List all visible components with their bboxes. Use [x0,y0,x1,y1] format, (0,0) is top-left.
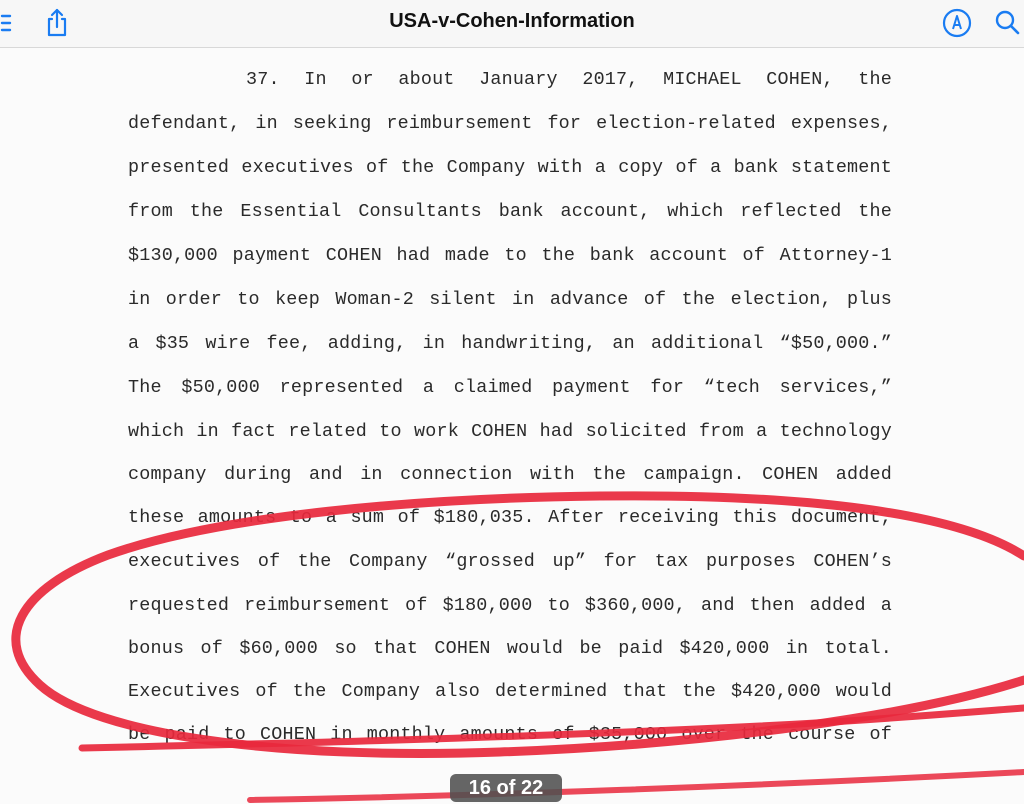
document-line: these amounts to a sum of $180,035. After receiving this document, [128,507,892,528]
document-line: presented executives of the Company with a copy of a bank statement [128,157,892,178]
document-line: company during and in connection with the campaign. COHEN added [128,464,892,485]
document-line: a $35 wire fee, adding, in handwriting, an additional “$50,000.” [128,333,892,354]
list-menu-icon[interactable] [0,6,20,40]
document-line: The $50,000 represented a claimed payment for “tech services,” [128,377,892,398]
document-line: Executives of the Company also determined that the $420,000 would [128,681,892,702]
document-line: defendant, in seeking reimbursement for election-related expenses, [128,113,892,134]
top-toolbar [0,0,1024,48]
share-icon[interactable] [40,6,74,40]
document-line: from the Essential Consultants bank account, which reflected the [128,201,892,222]
document-line: requested reimbursement of $180,000 to $360,000, and then added a [128,595,892,616]
document-title: USA-v-Cohen-Information [389,10,635,32]
page-indicator: 16 of 22 [450,774,562,802]
document-line: 37. In or about January 2017, MICHAEL COHEN, the [246,69,892,90]
document-line: be paid to COHEN in monthly amounts of $35,000 over the course of [128,724,892,745]
document-line: which in fact related to work COHEN had solicited from a technology [128,421,892,442]
document-line: executives of the Company “grossed up” for tax purposes COHEN’s [128,551,892,572]
markup-pen-icon[interactable] [940,6,974,40]
document-line: bonus of $60,000 so that COHEN would be paid $420,000 in total. [128,638,892,659]
document-line: in order to keep Woman-2 silent in advance of the election, plus [128,289,892,310]
search-icon[interactable] [990,6,1024,40]
document-page[interactable] [0,48,1024,804]
document-line: $130,000 payment COHEN had made to the bank account of Attorney-1 [128,245,892,266]
